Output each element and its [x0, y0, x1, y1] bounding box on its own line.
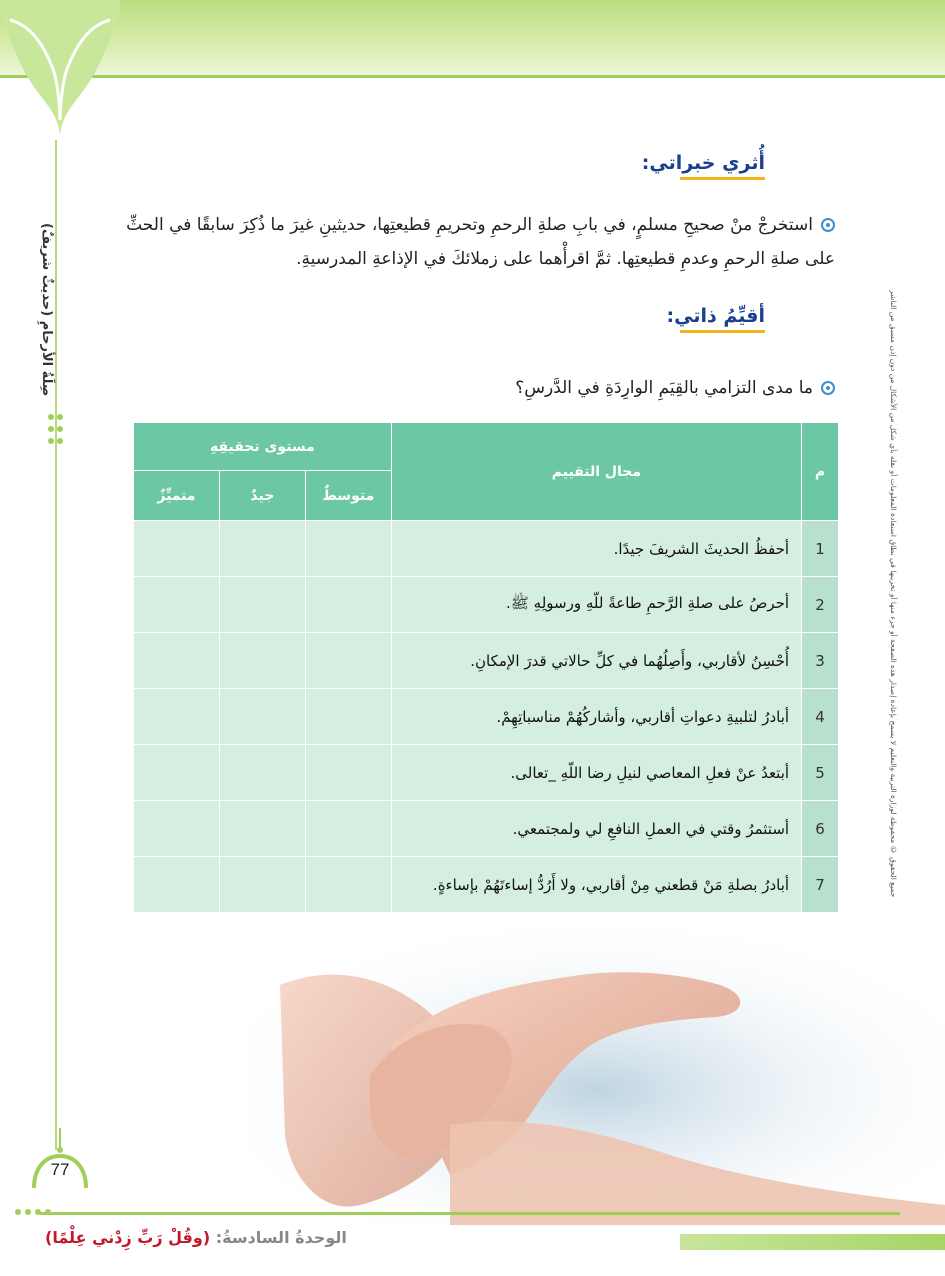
- cell-excellent[interactable]: [134, 521, 220, 577]
- row-number: 1: [802, 521, 839, 577]
- row-criterion: أحفظُ الحديثَ الشريفَ جيدًا.: [391, 521, 801, 577]
- top-decorative-band: [0, 0, 945, 78]
- cell-average[interactable]: [305, 521, 391, 577]
- row-number: 6: [802, 801, 839, 857]
- col-level-group-header: مستوى تحقيقِهِ: [134, 423, 392, 471]
- corner-dome-ornament: [0, 0, 120, 140]
- self-assessment-heading: أقيِّمُ ذاتي:: [667, 305, 765, 333]
- cell-good[interactable]: [219, 857, 305, 913]
- bullet-icon: [821, 381, 835, 395]
- page-number: 77: [50, 1160, 70, 1179]
- row-number: 2: [802, 577, 839, 633]
- cell-excellent[interactable]: [134, 633, 220, 689]
- cell-average[interactable]: [305, 745, 391, 801]
- chapter-side-title: صِلَةُ الأرحامِ (حديثٌ شريفٌ): [39, 223, 54, 397]
- experience-heading: أُثري خبراتي:: [642, 152, 765, 180]
- page-number-wrap: [30, 1128, 90, 1198]
- experience-paragraph: [95, 208, 835, 276]
- self-assessment-question: [95, 371, 835, 405]
- footer-line: [40, 1212, 900, 1215]
- footer-green-bar: [680, 1234, 945, 1250]
- unit-motto: (وقُلْ رَبِّ زِدْني عِلْمًا): [45, 1228, 211, 1247]
- row-criterion: أُحْسِنُ لأقاربي، وأَصِلُهُما في كلِّ حالاتي قدرَ الإمكانِ.: [391, 633, 801, 689]
- row-number: 3: [802, 633, 839, 689]
- question-text: ما مدى التزامي بالقِيَمِ الوارِدَةِ في الدَّرسِ؟: [515, 378, 813, 398]
- row-number: 4: [802, 689, 839, 745]
- table-row: [134, 801, 839, 857]
- cell-good[interactable]: [219, 745, 305, 801]
- side-rule: [55, 140, 57, 1150]
- cell-excellent[interactable]: [134, 689, 220, 745]
- self-assessment-table: [133, 422, 839, 913]
- level-header-average: متوسطٌ: [305, 471, 391, 521]
- cell-average[interactable]: [305, 633, 391, 689]
- side-dots-ornament: [47, 412, 65, 446]
- table-row: [134, 745, 839, 801]
- col-criterion-header: مجال التقييم: [391, 423, 801, 521]
- unit-label: الوحدةُ السادسةُ:: [215, 1228, 347, 1247]
- footer-unit-title: [45, 1228, 347, 1247]
- level-header-good: جيدٌ: [219, 471, 305, 521]
- cell-excellent[interactable]: [134, 577, 220, 633]
- cell-excellent[interactable]: [134, 801, 220, 857]
- table-row: [134, 857, 839, 913]
- row-criterion: أبادرُ بصلةِ مَنْ قطعني مِنْ أقاربي، ولا أَرُدُّ إساءتَهُمْ بإساءةٍ.: [391, 857, 801, 913]
- cell-average[interactable]: [305, 857, 391, 913]
- col-num-header: م: [802, 423, 839, 521]
- table-row: [134, 577, 839, 633]
- cell-good[interactable]: [219, 801, 305, 857]
- table-row: [134, 633, 839, 689]
- experience-text: استخرجْ منْ صحيحِ مسلمٍ، في بابِ صلةِ الرحمِ وتحريمِ قطيعتِها، حديثينِ غيرَ ما ذُكِرَ سابقًا في الحثِّ على صلةِ الرحمِ وعدمِ قطيعتِها. ثمَّ اقرأْهما على زملائكَ في الإذاعةِ المدرسيةِ.: [126, 215, 835, 269]
- row-criterion: أبادرُ لتلبيةِ دعواتِ أقاربي، وأشاركُهُمْ مناسباتِهِمْ.: [391, 689, 801, 745]
- cell-good[interactable]: [219, 689, 305, 745]
- row-number: 5: [802, 745, 839, 801]
- cell-good[interactable]: [219, 633, 305, 689]
- cell-excellent[interactable]: [134, 857, 220, 913]
- level-header-excellent: متميِّزٌ: [134, 471, 220, 521]
- cell-average[interactable]: [305, 577, 391, 633]
- bullet-icon: [821, 218, 835, 232]
- row-criterion: أحرصُ على صلةِ الرَّحمِ طاعةً للّهِ ورسولِهِ ﷺ.: [391, 577, 801, 633]
- cell-good[interactable]: [219, 521, 305, 577]
- holding-hands-illustration: [250, 925, 945, 1225]
- table-row: [134, 689, 839, 745]
- cell-excellent[interactable]: [134, 745, 220, 801]
- table-row: [134, 521, 839, 577]
- copyright-notice: جميع الحقوق © محفوظة لوزارة التربية والتعليم لا يسمح بإعادة إصدار هذه الصفحة أو جزء منها أو تخزينها في نطاق استعادة المعلومات أو نقله بأي شكل من الأشكال من دون إذن مسبق من الناشر: [889, 290, 898, 898]
- cell-average[interactable]: [305, 801, 391, 857]
- cell-good[interactable]: [219, 577, 305, 633]
- row-number: 7: [802, 857, 839, 913]
- cell-average[interactable]: [305, 689, 391, 745]
- row-criterion: أستثمرُ وقتي في العملِ النافعِ لي ولمجتمعي.: [391, 801, 801, 857]
- row-criterion: أبتعدُ عنْ فعلِ المعاصي لنيلِ رضا اللّهِ _تعالى.: [391, 745, 801, 801]
